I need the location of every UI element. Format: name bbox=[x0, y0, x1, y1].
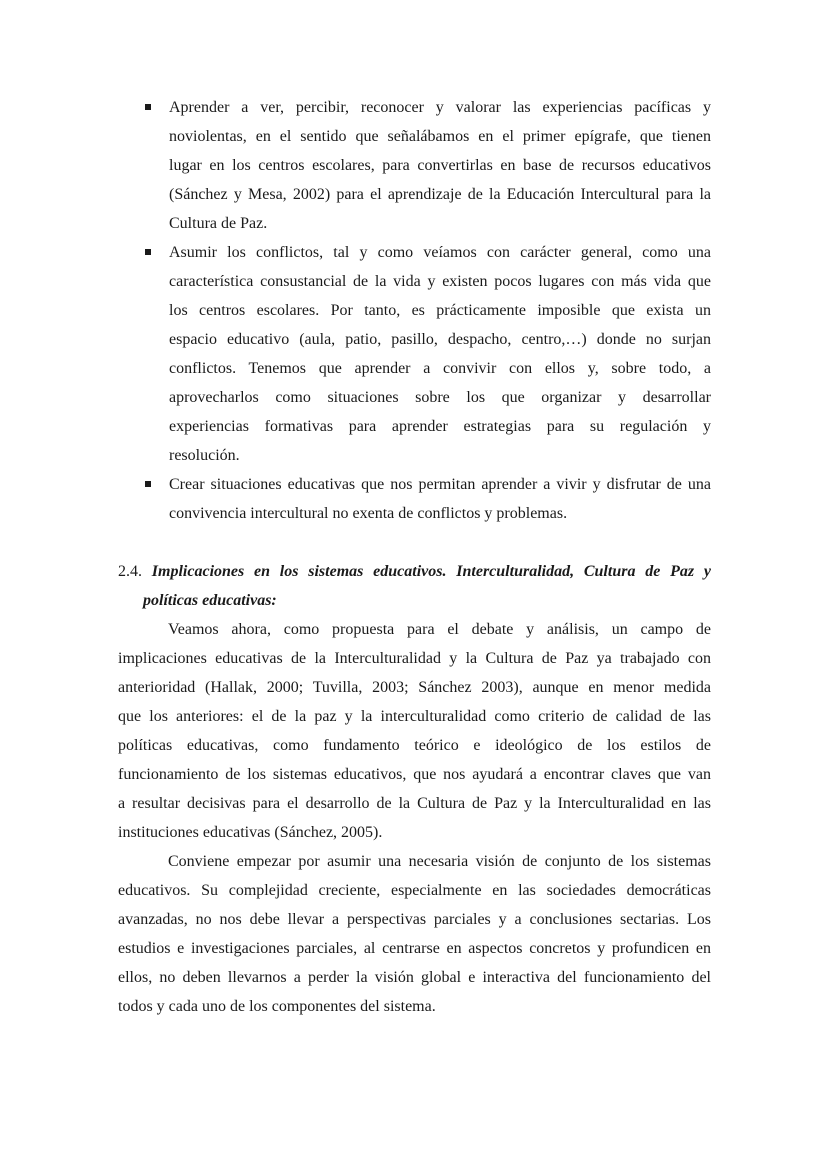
section-title-continued: políticas educativas: bbox=[143, 592, 277, 609]
list-item-line: conflictos. Tenemos que aprender a convivir con ellos y, sobre todo, a bbox=[169, 360, 711, 377]
list-item-line: Asumir los conflictos, tal y como veíamos con carácter general, como una bbox=[169, 244, 711, 261]
paragraph-line: ellos, no deben llevarnos a perder la visión global e interactiva del funcionamiento del bbox=[118, 969, 711, 986]
list-item-line: Aprender a ver, percibir, reconocer y valorar las experiencias pacíficas y bbox=[169, 99, 711, 116]
paragraph-line: implicaciones educativas de la Interculturalidad y la Cultura de Paz ya trabajado con bbox=[118, 650, 711, 667]
list-item-line: experiencias formativas para aprender estrategias para su regulación y bbox=[169, 418, 711, 435]
list-item-line: lugar en los centros escolares, para convertirlas en base de recursos educativos bbox=[169, 157, 711, 174]
paragraph-line: funcionamiento de los sistemas educativos, que nos ayudará a encontrar claves que van bbox=[118, 766, 711, 783]
paragraph-line: anterioridad (Hallak, 2000; Tuvilla, 2003; Sánchez 2003), aunque en menor medida bbox=[118, 679, 711, 696]
section-heading-line bbox=[118, 562, 711, 582]
paragraph-line: instituciones educativas (Sánchez, 2005). bbox=[118, 824, 383, 841]
paragraph-line: a resultar decisivas para el desarrollo de la Cultura de Paz y la Interculturalidad en las bbox=[118, 795, 711, 812]
paragraph-line: estudios e investigaciones parciales, al centrarse en aspectos concretos y profundicen en bbox=[118, 940, 711, 957]
list-item-line: espacio educativo (aula, patio, pasillo, despacho, centro,…) donde no surjan bbox=[169, 331, 711, 348]
list-item-line: Cultura de Paz. bbox=[169, 215, 268, 232]
paragraph-line: educativos. Su complejidad creciente, especialmente en las sociedades democráticas bbox=[118, 882, 711, 899]
list-item-line: noviolentas, en el sentido que señalábamos en el primer epígrafe, que tienen bbox=[169, 128, 711, 145]
paragraph-line: avanzadas, no nos debe llevar a perspectivas parciales y a conclusiones sectarias. Los bbox=[118, 911, 711, 928]
list-item-line: los centros escolares. Por tanto, es prácticamente imposible que exista un bbox=[169, 302, 711, 319]
list-item-line: Crear situaciones educativas que nos permitan aprender a vivir y disfrutar de una bbox=[169, 476, 711, 493]
square-bullet-icon bbox=[145, 104, 151, 110]
list-item-line: (Sánchez y Mesa, 2002) para el aprendizaje de la Educación Intercultural para la bbox=[169, 186, 711, 203]
section-title: Implicaciones en los sistemas educativos. Interculturalidad, Cultura de Paz y bbox=[151, 563, 712, 580]
paragraph-line: que los anteriores: el de la paz y la interculturalidad como criterio de calidad de las bbox=[118, 708, 711, 725]
square-bullet-icon bbox=[145, 481, 151, 487]
paragraph-line: Conviene empezar por asumir una necesaria visión de conjunto de los sistemas bbox=[168, 853, 711, 870]
list-item-line: resolución. bbox=[169, 447, 240, 464]
list-item-line: característica consustancial de la vida y existen pocos lugares con más vida que bbox=[169, 273, 711, 290]
square-bullet-icon bbox=[145, 249, 151, 255]
paragraph-line: Veamos ahora, como propuesta para el debate y análisis, un campo de bbox=[168, 621, 711, 638]
list-item-line: aprovecharlos como situaciones sobre los que organizar y desarrollar bbox=[169, 389, 711, 406]
list-item-line: convivencia intercultural no exenta de conflictos y problemas. bbox=[169, 505, 568, 522]
paragraph-line: todos y cada uno de los componentes del sistema. bbox=[118, 998, 436, 1015]
section-number: 2.4. bbox=[118, 563, 142, 580]
paragraph-line: políticas educativas, como fundamento teórico e ideológico de los estilos de bbox=[118, 737, 711, 754]
